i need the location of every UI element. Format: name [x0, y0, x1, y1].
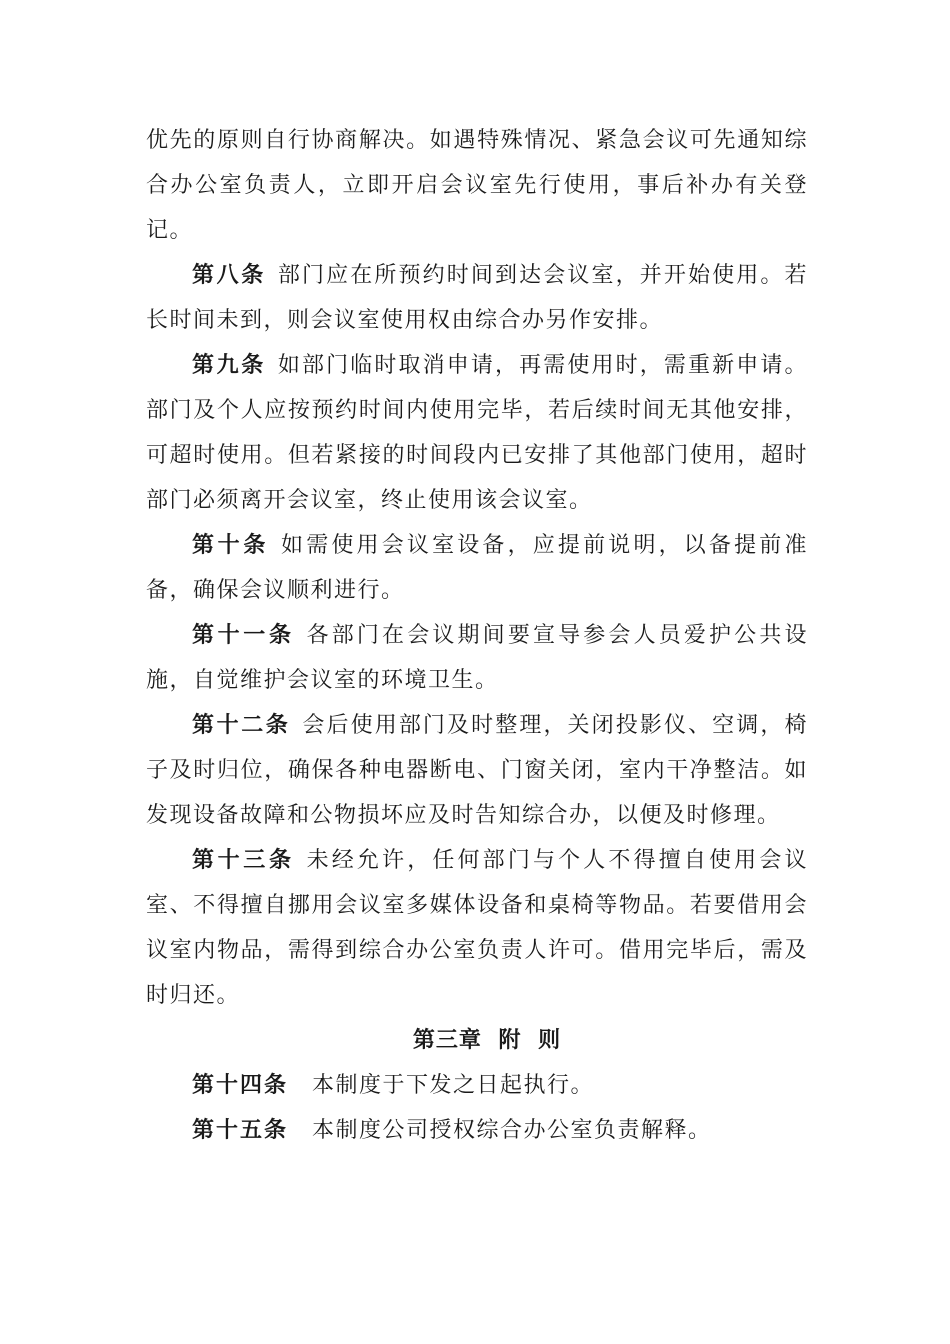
- article-text: 本制度公司授权综合办公室负责解释。: [312, 1118, 712, 1143]
- article-15: [146, 1108, 808, 1153]
- document-body: [146, 118, 808, 1153]
- article-text: 部门应在所预约时间到达会议室，并开始使用。若长时间未到，则会议室使用权由综合办另作安排。: [146, 263, 808, 333]
- article-number: 第十条: [192, 533, 270, 558]
- article-text: 如部门临时取消申请，再需使用时，需重新申请。部门及个人应按预约时间内使用完毕，若后续时间无其他安排，可超时使用。但若紧接的时间段内已安排了其他部门使用，超时部门必须离开会议室，终止使用该会议室。: [146, 353, 808, 513]
- article-14: [146, 1063, 808, 1108]
- article-number: 第八条: [192, 263, 266, 288]
- article-number: 第十四条: [192, 1073, 289, 1098]
- article-text: 本制度于下发之日起执行。: [312, 1073, 595, 1098]
- paragraph-continuation: 优先的原则自行协商解决。如遇特殊情况、紧急会议可先通知综合办公室负责人，立即开启会议室先行使用，事后补办有关登记。: [146, 128, 808, 243]
- article-number: 第十三条: [192, 848, 295, 873]
- article-text: 会后使用部门及时整理，关闭投影仪、空调，椅子及时归位，确保各种电器断电、门窗关闭，室内干净整洁。如发现设备故障和公物损坏应及时告知综合办，以便及时修理。: [146, 713, 808, 828]
- article-9: [146, 343, 808, 523]
- article-number: 第九条: [192, 353, 266, 378]
- article-number: 第十一条: [192, 623, 295, 648]
- article-number: 第十二条: [192, 713, 291, 738]
- article-13: [146, 838, 808, 1018]
- article-text: 各部门在会议期间要宣导参会人员爱护公共设施，自觉维护会议室的环境卫生。: [146, 623, 808, 693]
- chapter-heading: 第三章 附 则: [412, 1028, 562, 1053]
- article-text: 如需使用会议室设备，应提前说明，以备提前准备，确保会议顺利进行。: [146, 533, 808, 603]
- article-number: 第十五条: [192, 1118, 289, 1143]
- article-text: 未经允许，任何部门与个人不得擅自使用会议室、不得擅自挪用会议室多媒体设备和桌椅等物品。若要借用会议室内物品，需得到综合办公室负责人许可。借用完毕后，需及时归还。: [146, 848, 808, 1008]
- article-8: [146, 253, 808, 343]
- article-11: [146, 613, 808, 703]
- article-10: [146, 523, 808, 613]
- article-12: [146, 703, 808, 838]
